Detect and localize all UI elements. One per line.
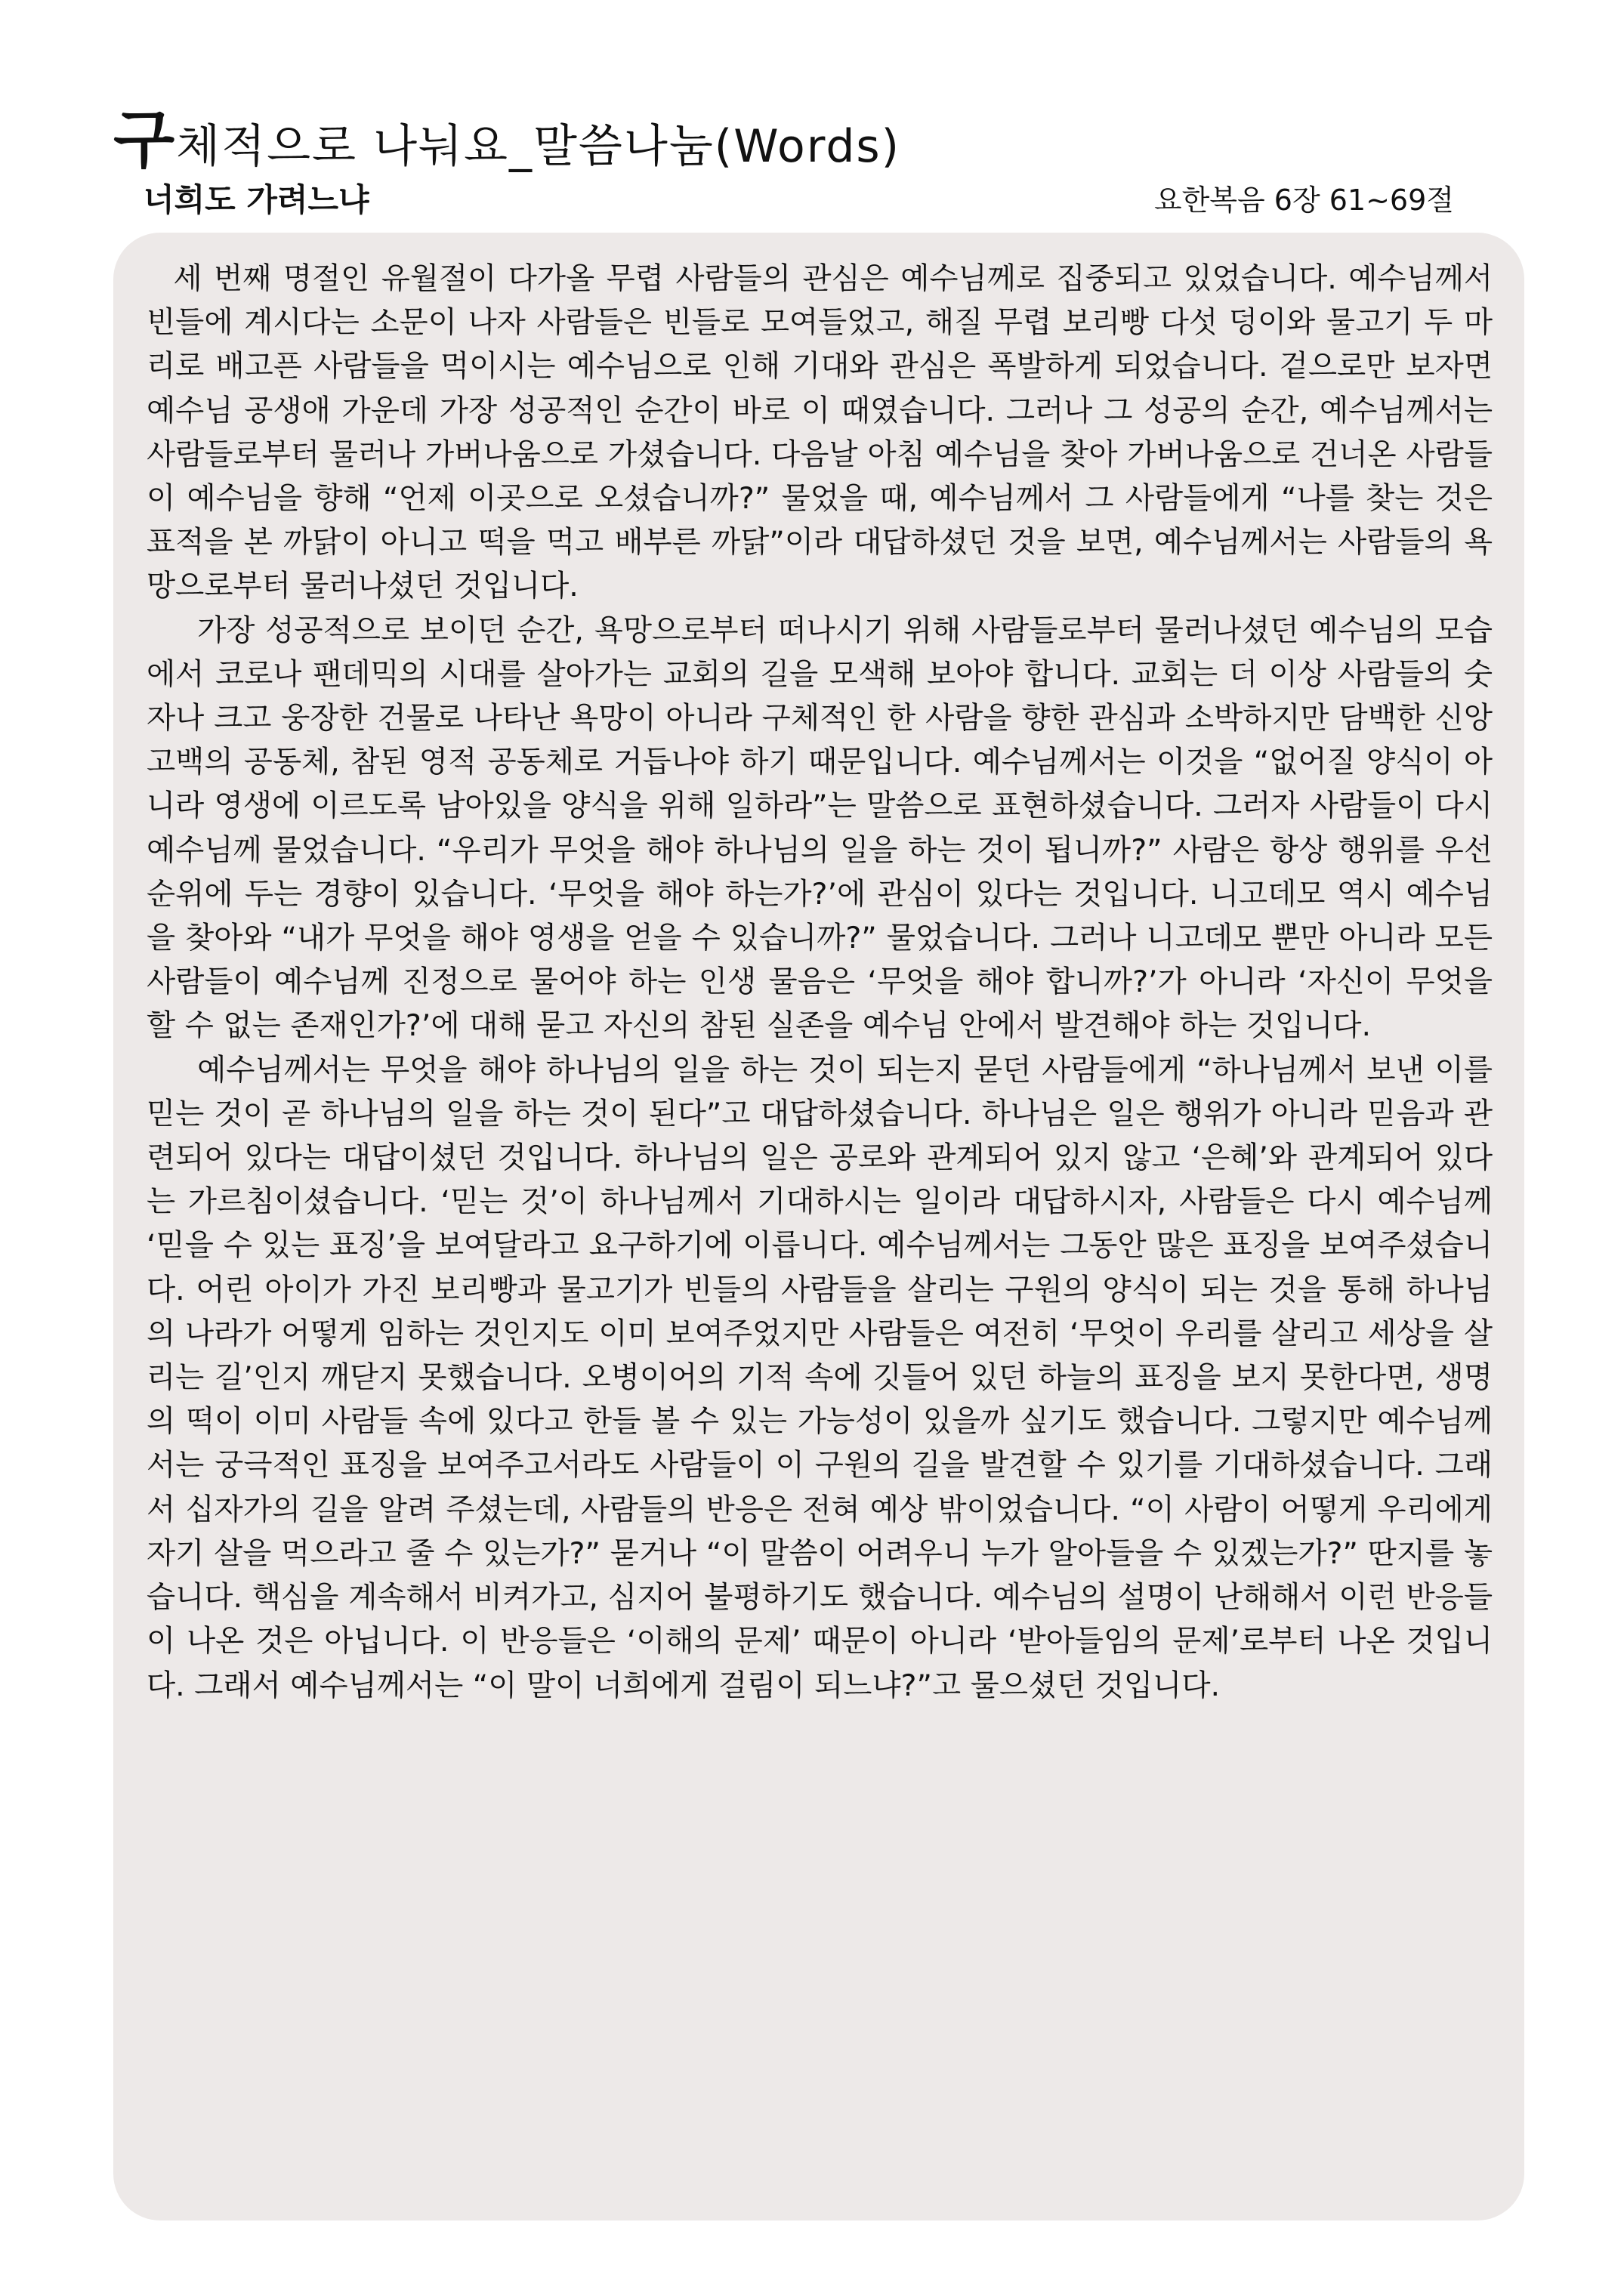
body-text <box>147 257 1493 1708</box>
paragraph-2: 가장 성공적으로 보이던 순간, 욕망으로부터 떠나시기 위해 사람들로부터 물러나셨던 예수님의 모습에서 코로나 팬데믹의 시대를 살아가는 교회의 길을 모색해 보아야 합니다. 교회는 더 이상 사람들의 숫자나 크고 웅장한 건물로 나타난 욕망이 아니라 구체적인 한 사람을 향한 관심과 소박하지만 담백한 신앙고백의 공동체, 참된 영적 공동체로 거듭나야 하기 때문입니다. 예수님께서는 이것을 “없어질 양식이 아니라 영생에 이르도록 남아있을 양식을 위해 일하라”는 말씀으로 표현하셨습니다. 그러자 사람들이 다시 예수님께 물었습니다. “우리가 무엇을 해야 하나님의 일을 하는 것이 됩니까?” 사람은 항상 행위를 우선순위에 두는 경향이 있습니다. ‘무엇을 해야 하는가?’에 관심이 있다는 것입니다. 니고데모 역시 예수님을 찾아와 “내가 무엇을 해야 영생을 얻을 수 있습니까?” 물었습니다. 그러나 니고데모 뿐만 아니라 모든 사람들이 예수님께 진정으로 물어야 하는 인생 물음은 ‘무엇을 해야 합니까?’가 아니라 ‘자신이 무엇을 할 수 없는 존재인가?’에 대해 묻고 자신의 참된 실존을 예수님 안에서 발견해야 하는 것입니다. <box>147 613 1493 1044</box>
section-title-rest: 체적으로 나눠요_말씀나눔(Words) <box>176 120 901 173</box>
paragraph-1: 세 번째 명절인 유월절이 다가올 무렵 사람들의 관심은 예수님께로 집중되고 있었습니다. 예수님께서 빈들에 계시다는 소문이 나자 사람들은 빈들로 모여들었고, 해질 무렵 보리빵 다섯 덩이와 물고기 두 마리로 배고픈 사람들을 먹이시는 예수님으로 인해 기대와 관심은 폭발하게 되었습니다. 겉으로만 보자면 예수님 공생애 가운데 가장 성공적인 순간이 바로 이 때였습니다. 그러나 그 성공의 순간, 예수님께서는 사람들로부터 물러나 가버나움으로 가셨습니다. 다음날 아침 예수님을 찾아 가버나움으로 건너온 사람들이 예수님을 향해 “언제 이곳으로 오셨습니까?” 물었을 때, 예수님께서 그 사람들에게 “나를 찾는 것은 표적을 본 까닭이 아니고 떡을 먹고 배부른 까닭”이라 대답하셨던 것을 보면, 예수님께서는 사람들의 욕망으로부터 물러나셨던 것입니다. <box>147 261 1493 604</box>
section-title <box>113 89 900 181</box>
sermon-title: 너희도 가려느냐 <box>144 181 369 218</box>
section-title-initial: 구 <box>113 103 177 177</box>
scripture-reference: 요한복음 6장 61~69절 <box>1153 184 1454 217</box>
paragraph-3: 예수님께서는 무엇을 해야 하나님의 일을 하는 것이 되는지 묻던 사람들에게 “하나님께서 보낸 이를 믿는 것이 곧 하나님의 일을 하는 것이 된다”고 대답하셨습니다. 하나님은 일은 행위가 아니라 믿음과 관련되어 있다는 대답이셨던 것입니다. 하나님의 일은 공로와 관계되어 있지 않고 ‘은혜’와 관계되어 있다는 가르침이셨습니다. ‘믿는 것’이 하나님께서 기대하시는 일이라 대답하시자, 사람들은 다시 예수님께 ‘믿을 수 있는 표징’을 보여달라고 요구하기에 이릅니다. 예수님께서는 그동안 많은 표징을 보여주셨습니다. 어린 아이가 가진 보리빵과 물고기가 빈들의 사람들을 살리는 구원의 양식이 되는 것을 통해 하나님의 나라가 어떻게 임하는 것인지도 이미 보여주었지만 사람들은 여전히 ‘무엇이 우리를 살리고 세상을 살리는 길’인지 깨닫지 못했습니다. 오병이어의 기적 속에 깃들어 있던 하늘의 표징을 보지 못한다면, 생명의 떡이 이미 사람들 속에 있다고 한들 볼 수 있는 가능성이 있을까 싶기도 했습니다. 그렇지만 예수님께서는 궁극적인 표징을 보여주고서라도 사람들이 이 구원의 길을 발견할 수 있기를 기대하셨습니다. 그래서 십자가의 길을 알려 주셨는데, 사람들의 반응은 전혀 예상 밖이었습니다. “이 사람이 어떻게 우리에게 자기 살을 먹으라고 줄 수 있는가?” 묻거나 “이 말씀이 어려우니 누가 알아들을 수 있겠는가?” 딴지를 놓습니다. 핵심을 계속해서 비켜가고, 심지어 불평하기도 했습니다. 예수님의 설명이 난해해서 이런 반응들이 나온 것은 아닙니다. 이 반응들은 ‘이해의 문제’ 때문이 아니라 ‘받아들임의 문제’로부터 나온 것입니다. 그래서 예수님께서는 “이 말이 너희에게 걸림이 되느냐?”고 물으셨던 것입니다. <box>147 1052 1493 1703</box>
